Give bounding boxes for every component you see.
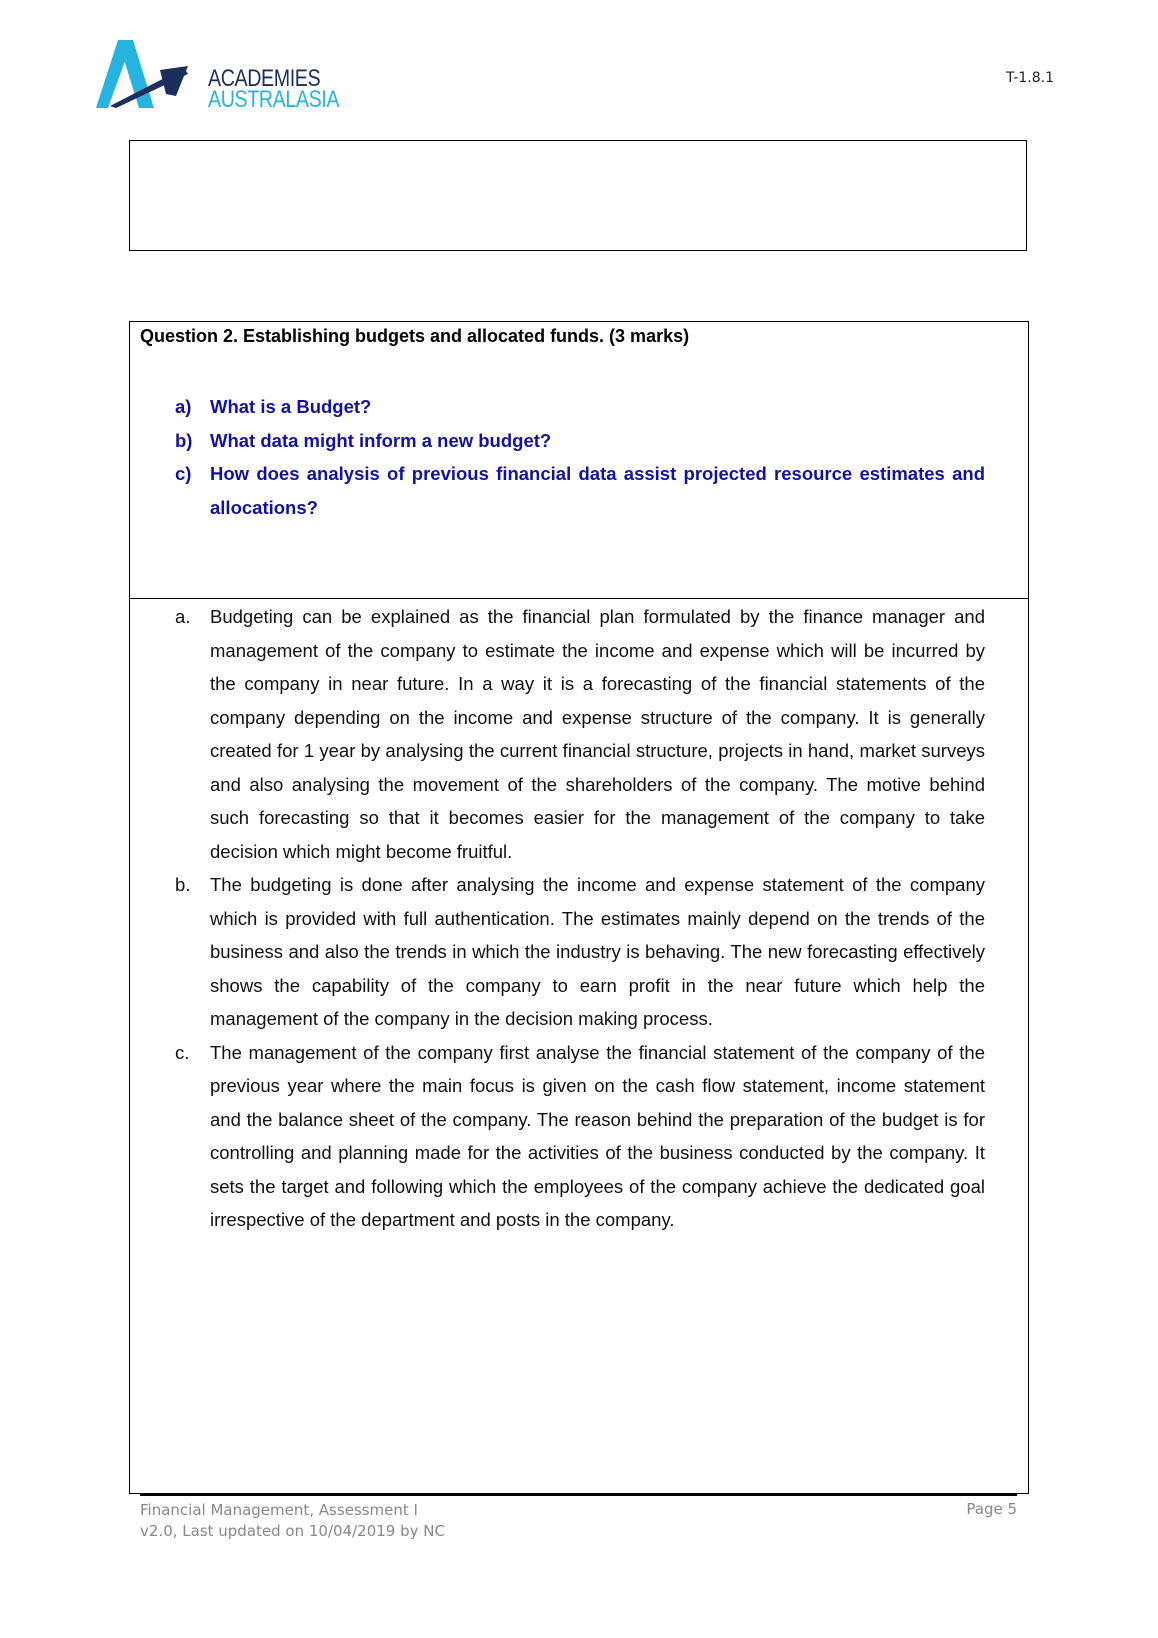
logo-line-academies: ACADEMIES [208, 65, 321, 92]
logo-a-icon [96, 36, 196, 112]
question-item-label: c) [175, 463, 192, 484]
footer-rule [140, 1494, 1017, 1496]
answer-item [175, 600, 985, 868]
answer-item-text: The budgeting is done after analysing the income and expense statement of the company which is provided with full authentication. The estimates mainly depend on the trends of the business and also the trends in which the industry is behaving. The new forecasting effectively shows the capability of the company to earn profit in the near future which help the management of the company in the decision making process. [210, 874, 985, 1029]
answer-item-label: a. [175, 606, 191, 627]
question-item [175, 424, 985, 458]
question-item-text: How does analysis of previous financial data assist projected resource estimates and allocations? [210, 463, 985, 518]
question-item [175, 457, 985, 524]
answer-item-label: b. [175, 874, 191, 895]
question-box [129, 321, 1029, 1494]
question-item-text: What data might inform a new budget? [210, 429, 552, 451]
page-number: Page 5 [966, 1500, 1017, 1518]
answer-item-text: Budgeting can be explained as the financial plan formulated by the finance manager and management of the company to estimate the income and expense which will be incurred by the company in near future. In a way it is a forecasting of the financial statements of the company depending on the income and expense structure of the company. It is generally created for 1 year by analysing the current financial structure, projects in hand, market surveys and also analysing the movement of the shareholders of the company. The motive behind such forecasting so that it becomes easier for the management of the company to take decision which might become fruitful. [210, 606, 985, 862]
question-item [175, 390, 985, 424]
footer-course: Financial Management, Assessment I [140, 1501, 418, 1519]
empty-answer-box [129, 140, 1027, 251]
answer-item-label: c. [175, 1041, 190, 1063]
question-list [175, 390, 985, 524]
logo-wordmark [208, 65, 368, 113]
logo-line-australasia: AUSTRALASIA [208, 86, 340, 113]
footer-info [140, 1500, 445, 1542]
academies-australasia-logo [96, 36, 356, 112]
footer-version: v2.0, Last updated on 10/04/2019 by NC [140, 1522, 445, 1540]
answer-list [175, 600, 985, 1237]
answer-item [175, 1036, 985, 1237]
question-answer-divider [130, 598, 1028, 599]
question-item-text: What is a Budget? [210, 396, 372, 417]
question-item-label: b) [175, 429, 193, 451]
answer-item-text: The management of the company first analyse the financial statement of the company of the previous year where the main focus is given on the cash flow statement, income statement and the balance sheet of the company. The reason behind the preparation of the budget is for controlling and planning made for the activities of the business conducted by the company. It sets the target and following which the employees of the company achieve the dedicated goal irrespective of the department and posts in the company. [210, 1041, 985, 1230]
question-title: Question 2. Establishing budgets and allocated funds. (3 marks) [140, 326, 690, 346]
document-code: T-1.8.1 [1006, 70, 1054, 86]
question-item-label: a) [175, 396, 192, 417]
answer-item [175, 868, 985, 1036]
